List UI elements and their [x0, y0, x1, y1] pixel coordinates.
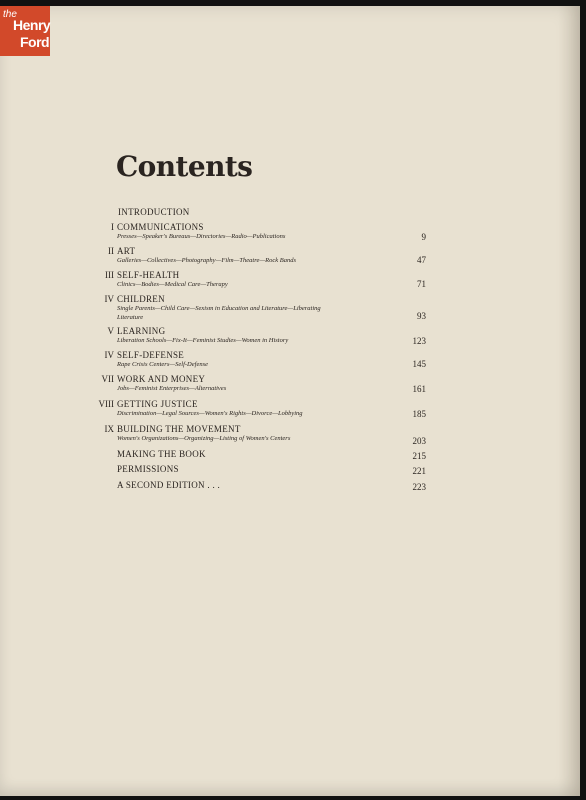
chapter-title: BUILDING THE MOVEMENT — [117, 424, 241, 434]
page-title: Contents — [116, 150, 253, 183]
chapter-numeral: VII — [101, 374, 114, 384]
page-number: 145 — [412, 359, 426, 369]
chapter-title: MAKING THE BOOK — [117, 449, 206, 459]
chapter-subtitle: Jobs—Feminist Enterprises—Alternatives — [117, 385, 227, 392]
page-number: 47 — [417, 255, 426, 265]
chapter-subtitle: Liberation Schools—Fix-It—Feminist Studies—Women in History — [117, 337, 289, 344]
chapter-subtitle: Single Parents—Child Care—Sexism in Education and Literature—Liberating Literature — [117, 305, 321, 321]
chapter-numeral: III — [105, 270, 114, 280]
logo-text-ford: Ford — [20, 34, 50, 50]
page-number: 221 — [412, 466, 426, 476]
chapter-numeral: V — [107, 326, 114, 336]
page-number: 71 — [417, 279, 426, 289]
chapter-numeral: IX — [104, 424, 114, 434]
chapter-subtitle: Women's Organizations—Organizing—Listing of Women's Centers — [117, 435, 291, 442]
chapter-subtitle: Discrimination—Legal Sources—Women's Rights—Divorce—Lobbying — [117, 410, 303, 417]
chapter-title: SELF-DEFENSE — [117, 350, 185, 360]
chapter-title: COMMUNICATIONS — [117, 222, 204, 232]
chapter-subtitle: Rape Crisis Centers—Self-Defense — [117, 361, 208, 368]
logo-text-henry: Henry — [13, 17, 51, 33]
introduction-label: INTRODUCTION — [118, 207, 190, 217]
chapter-title: LEARNING — [117, 326, 166, 336]
page-number: 223 — [412, 482, 426, 492]
chapter-subtitle: Galleries—Collectives—Photography—Film—Theatre—Rock Bands — [117, 257, 297, 264]
chapter-title: ART — [117, 246, 136, 256]
chapter-title: PERMISSIONS — [117, 464, 179, 474]
page-number: 185 — [412, 409, 426, 419]
chapter-title: GETTING JUSTICE — [117, 399, 198, 409]
page-number: 203 — [412, 436, 426, 446]
page-number: 123 — [412, 336, 426, 346]
chapter-numeral: II — [108, 246, 114, 256]
document-page — [0, 6, 580, 796]
page-number: 93 — [417, 311, 426, 321]
page-number: 215 — [412, 451, 426, 461]
chapter-title: A SECOND EDITION . . . — [117, 480, 221, 490]
page-number: 9 — [421, 232, 426, 242]
chapter-numeral: I — [111, 222, 114, 232]
chapter-numeral: IV — [104, 350, 114, 360]
chapter-subtitle: Clinics—Bodies—Medical Care—Therapy — [117, 281, 228, 288]
page-number: 161 — [412, 384, 426, 394]
chapter-title: SELF-HEALTH — [117, 270, 180, 280]
chapter-numeral: VIII — [98, 399, 114, 409]
henry-ford-logo — [0, 6, 50, 56]
chapter-numeral: IV — [104, 294, 114, 304]
chapter-title: WORK AND MONEY — [117, 374, 206, 384]
chapter-subtitle: Presses—Speaker's Bureaus—Directories—Radio—Publications — [117, 233, 286, 240]
chapter-title: CHILDREN — [117, 294, 165, 304]
logo-text-the: the — [3, 9, 17, 20]
